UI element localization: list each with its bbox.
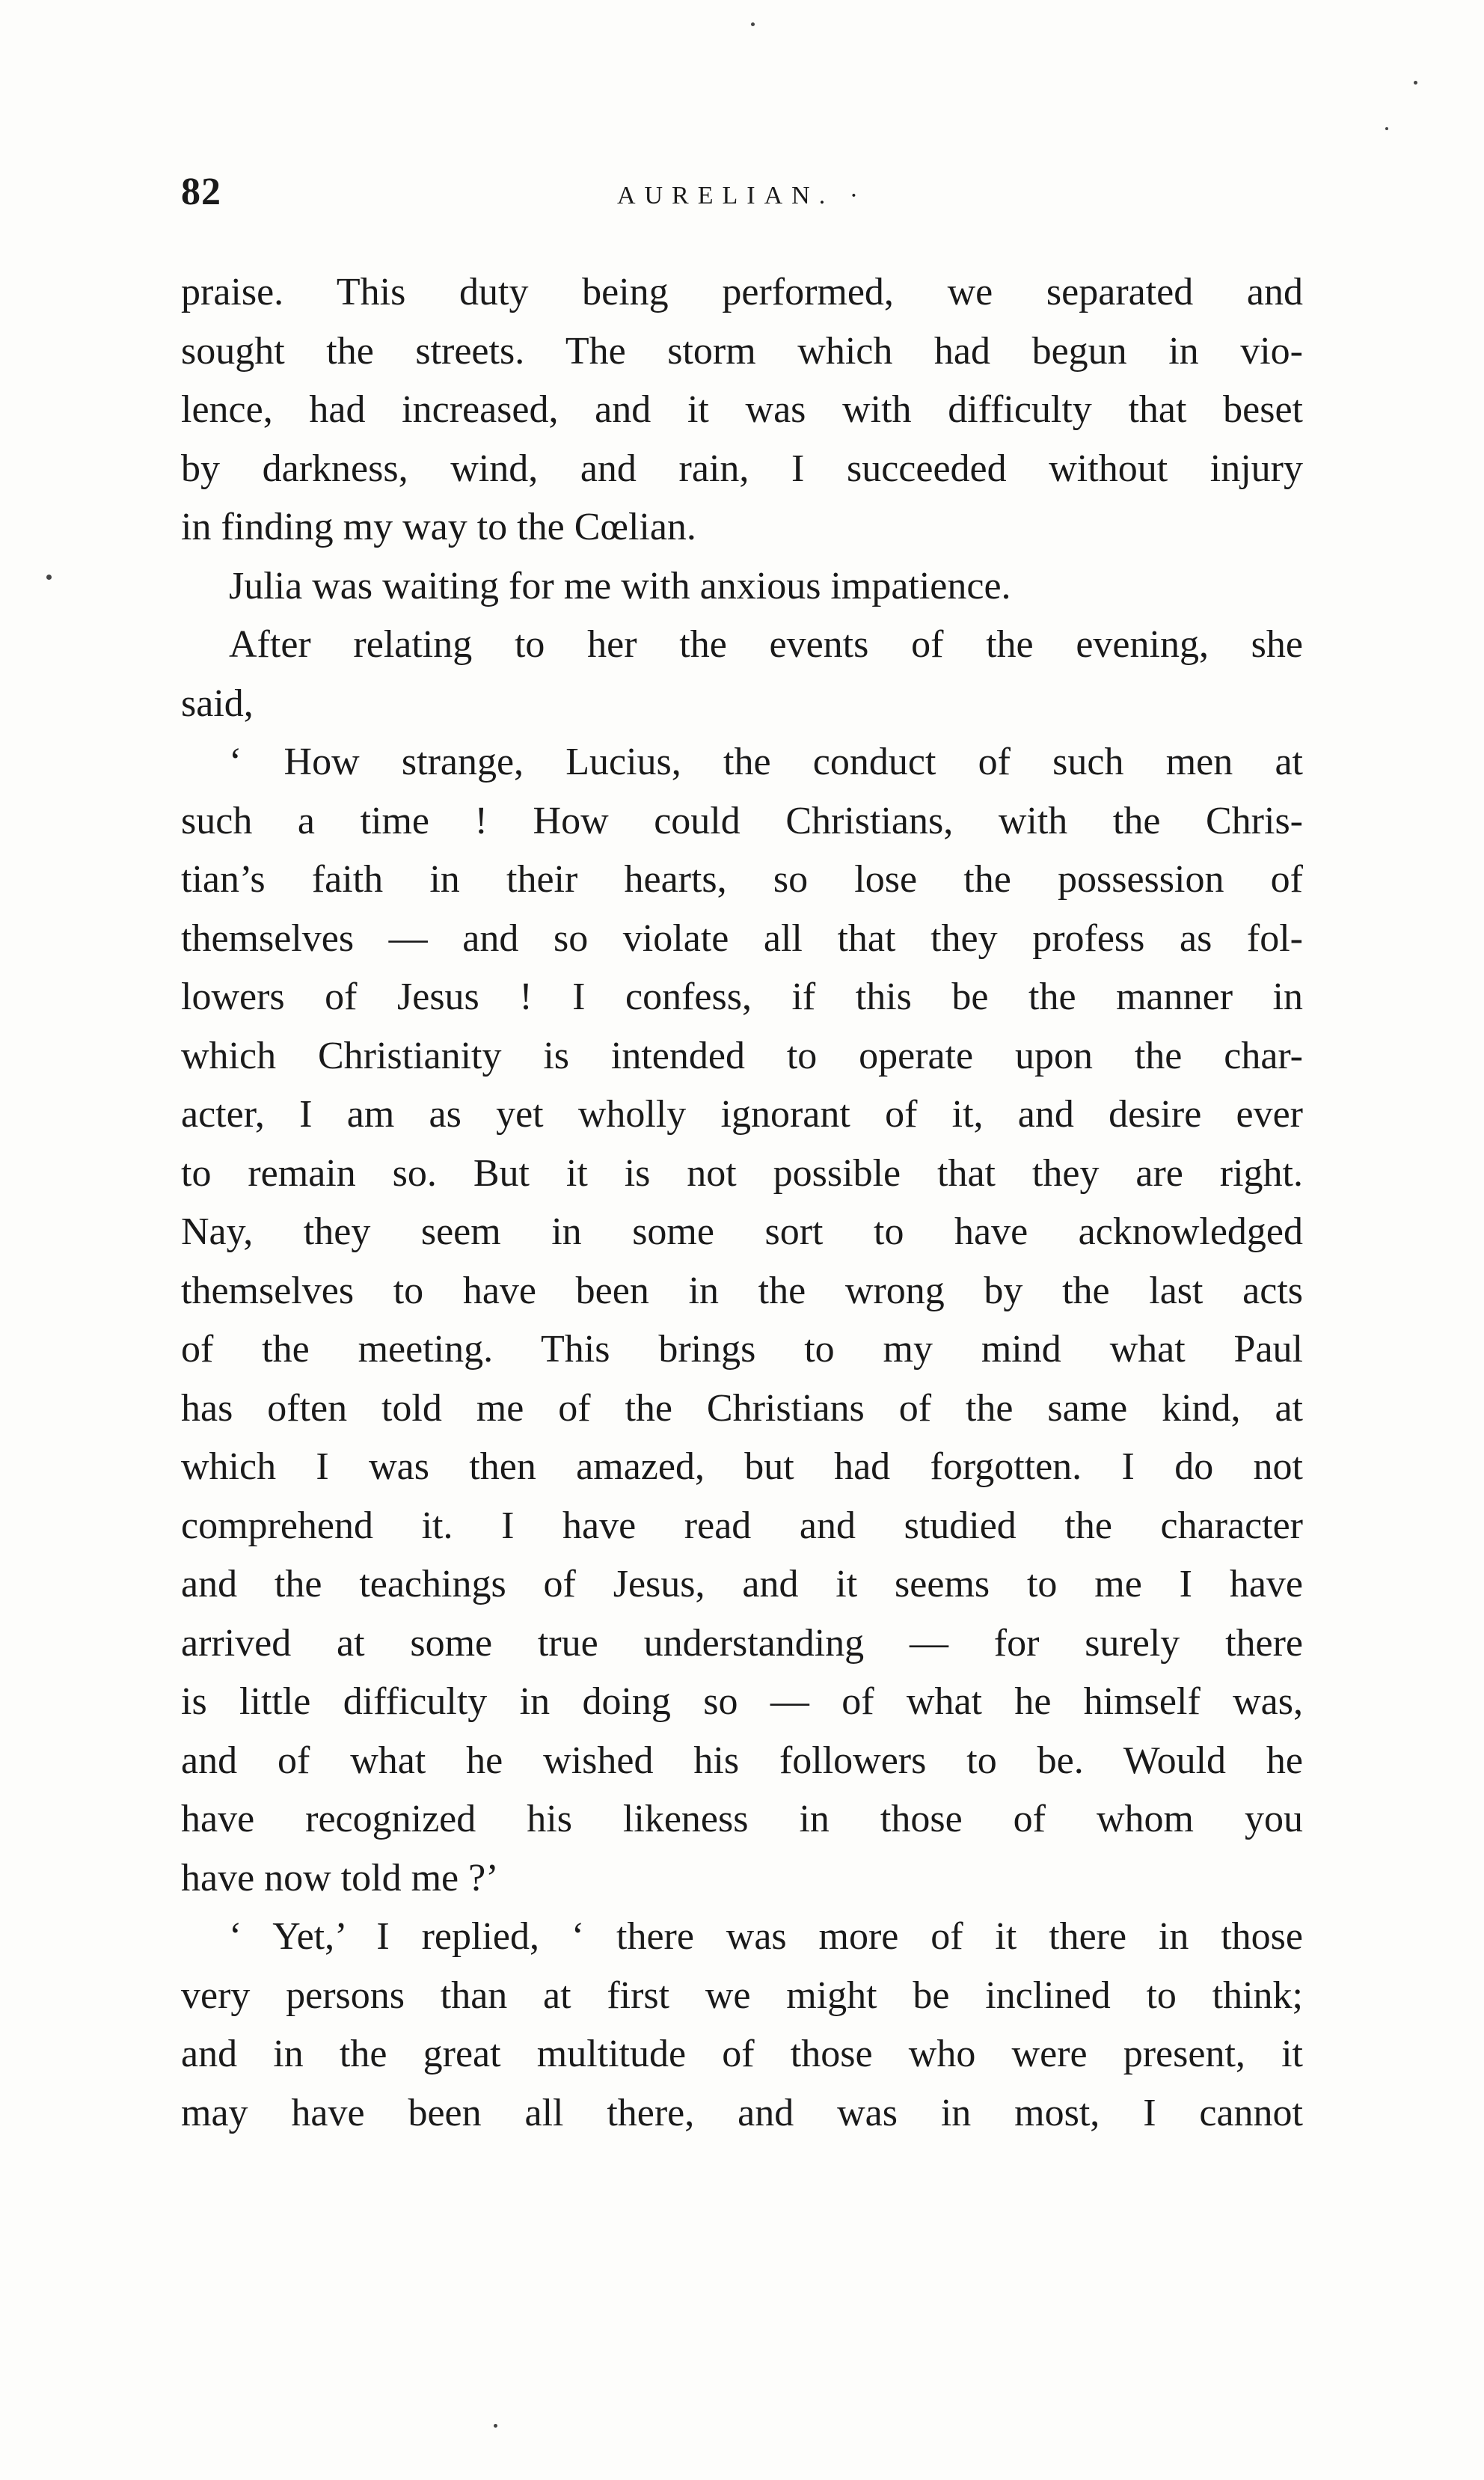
text-line: ‘ How strange, Lucius, the conduct of such men at	[229, 741, 1303, 783]
scan-speck	[1385, 127, 1388, 130]
text-line: very persons than at first we might be inclined to think;	[181, 1974, 1303, 2017]
text-line: said,	[181, 682, 254, 725]
running-head: AURELIAN. ·	[616, 182, 868, 209]
text-line: and of what he wished his followers to be. Would he	[181, 1739, 1303, 1782]
text-line: has often told me of the Christians of the same kind, at	[181, 1386, 1303, 1430]
text-line: Nay, they seem in some sort to have acknowledged	[181, 1210, 1303, 1253]
text-line: tian’s faith in their hearts, so lose the possession of	[181, 858, 1303, 901]
scan-speck	[494, 2424, 497, 2428]
text-line: and the teachings of Jesus, and it seems to me I have	[181, 1563, 1303, 1605]
text-line: in finding my way to the Cœlian.	[181, 506, 696, 548]
text-line: acter, I am as yet wholly ignorant of it, and desire ever	[181, 1093, 1303, 1136]
text-line: by darkness, wind, and rain, I succeeded without injury	[181, 447, 1303, 490]
page-header	[181, 166, 1303, 218]
scan-speck	[751, 22, 755, 26]
text-line: may have been all there, and was in most, I cannot	[181, 2091, 1303, 2134]
text-line: lowers of Jesus ! I confess, if this be the manner in	[181, 976, 1303, 1018]
body-text	[181, 263, 1303, 2143]
text-line: lence, had increased, and it was with difficulty that beset	[181, 388, 1303, 431]
scan-speck	[1414, 81, 1417, 85]
text-line: arrived at some true understanding — for surely there	[181, 1621, 1303, 1665]
text-line: such a time ! How could Christians, with the Chris-	[181, 799, 1303, 842]
text-line: themselves to have been in the wrong by the last acts	[181, 1269, 1303, 1312]
text-line: which I was then amazed, but had forgotten. I do not	[181, 1445, 1303, 1488]
text-line: have now told me ?’	[181, 1856, 499, 1899]
text-line: which Christianity is intended to operate upon the char-	[181, 1034, 1303, 1077]
text-line: ‘ Yet,’ I replied, ‘ there was more of it there in those	[229, 1915, 1303, 1958]
text-line: praise. This duty being performed, we separated and	[181, 271, 1303, 313]
text-line: have recognized his likeness in those of whom you	[181, 1798, 1303, 1840]
text-line: of the meeting. This brings to my mind what Paul	[181, 1328, 1303, 1371]
text-line: After relating to her the events of the evening, she	[229, 623, 1303, 666]
page-number: 82	[181, 171, 221, 213]
text-line: is little difficulty in doing so — of what he himself was,	[181, 1680, 1303, 1723]
text-line: to remain so. But it is not possible that they are right.	[181, 1151, 1303, 1195]
text-line: Julia was waiting for me with anxious impatience.	[229, 564, 1011, 607]
scan-speck	[46, 575, 52, 580]
text-line: comprehend it. I have read and studied the character	[181, 1504, 1303, 1547]
text-line: sought the streets. The storm which had begun in vio-	[181, 329, 1303, 373]
text-line: themselves — and so violate all that they profess as fol-	[181, 916, 1303, 960]
text-line: and in the great multitude of those who were present, it	[181, 2033, 1303, 2075]
